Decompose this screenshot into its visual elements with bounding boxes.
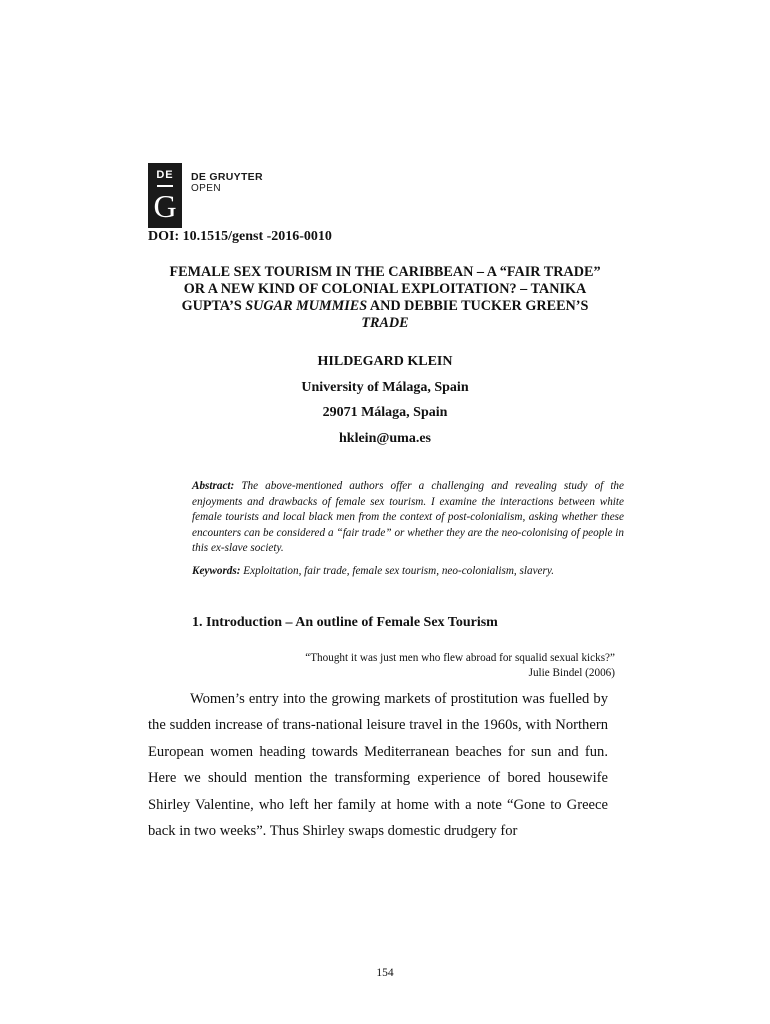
degruyter-logo-mark xyxy=(148,163,182,228)
epigraph xyxy=(230,651,615,680)
title-line-3-end: AND DEBBIE TUCKER GREEN’S xyxy=(367,298,589,314)
epigraph-attribution: Julie Bindel (2006) xyxy=(528,666,615,679)
abstract-separator: : xyxy=(230,480,242,492)
abstract-text: The above-mentioned authors offer a challenging and revealing study of the enjoyments and drawbacks of female sex tourism. I examine the interactions between white female tourists and local black men from the context of post-colonialism, asking whether these encounters can be considered a “fair trade” or whether they are the neo-colonising of people in this ex-slave society. xyxy=(192,480,624,554)
title-line-1: FEMALE SEX TOURISM IN THE CARIBBEAN – A “FAIR TRADE” xyxy=(169,264,601,280)
publisher-subtitle: OPEN xyxy=(191,183,221,194)
author-affiliation: University of Málaga, Spain xyxy=(301,379,469,395)
keywords-label: Keywords xyxy=(192,565,237,577)
title-line-4 xyxy=(140,315,630,332)
author-email: hklein@uma.es xyxy=(339,430,431,446)
epigraph-quote: “Thought it was just men who flew abroad for squalid sexual kicks?” xyxy=(305,652,615,664)
logo-mark-bottom: G xyxy=(153,188,177,224)
logo-mark-divider xyxy=(157,185,173,187)
page-number: 154 xyxy=(376,967,394,979)
title-line-3 xyxy=(140,298,630,315)
abstract xyxy=(192,479,624,557)
publisher-logo xyxy=(148,163,263,228)
author-block xyxy=(148,352,622,454)
keywords xyxy=(192,564,632,579)
title-line-3-start: GUPTA’S xyxy=(181,298,246,314)
article-title xyxy=(140,264,630,332)
title-work-sugar-mummies: SUGAR MUMMIES xyxy=(245,298,368,314)
author-address: 29071 Málaga, Spain xyxy=(322,405,448,420)
author-name: HILDEGARD KLEIN xyxy=(317,354,453,369)
doi: DOI: 10.1515/genst -2016-0010 xyxy=(148,229,332,244)
abstract-label: Abstract xyxy=(192,480,231,492)
body-paragraph: Women’s entry into the growing markets of prostitution was fuelled by the sudden increase of trans-national leisure travel in the 1960s, with Northern European women heading towards Mediterranean beaches for sun and fun. Here we should mention the transforming experience of bored housewife Shirley Valentine, who left her family at home with a note “Gone to Greece back in two weeks”. Thus Shirley swaps domestic drudgery for xyxy=(148,691,608,840)
keywords-text: Exploitation, fair trade, female sex tourism, neo-colonialism, slavery. xyxy=(243,565,555,577)
section-heading: 1. Introduction – An outline of Female Sex Tourism xyxy=(192,615,498,630)
title-line-2: OR A NEW KIND OF COLONIAL EXPLOITATION? – TANIKA xyxy=(183,281,587,297)
logo-mark-top: DE xyxy=(156,169,174,181)
logo-wordmark xyxy=(191,171,263,194)
keywords-separator: : xyxy=(236,565,244,577)
title-work-trade: TRADE xyxy=(361,315,409,331)
publisher-name: DE GRUYTER xyxy=(191,171,263,183)
